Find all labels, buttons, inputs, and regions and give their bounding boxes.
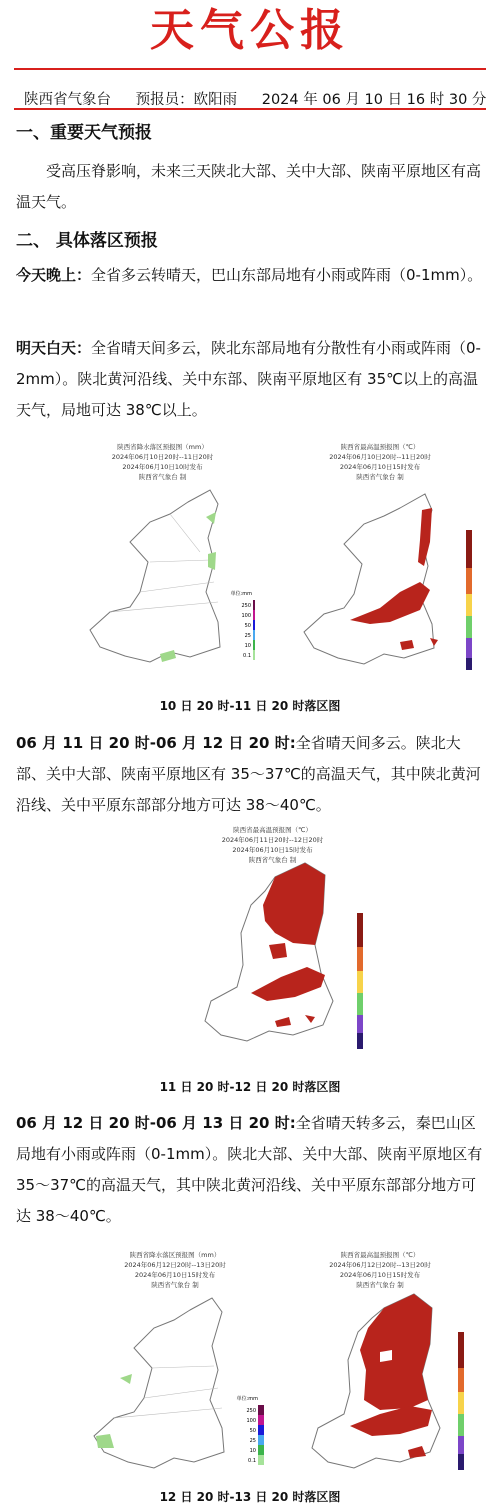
temp-map-graphic: [280, 442, 480, 682]
map-caption-day1: 10 日 20 时-11 日 20 时落区图: [159, 699, 341, 713]
day3-label: 06 月 12 日 20 时-06 月 13 日 20 时:: [16, 1114, 296, 1132]
title-divider: [14, 68, 486, 70]
issue-datetime: 2024 年 06 月 10 日 16 时 30 分: [261, 92, 487, 108]
precip-map-day1: [70, 442, 255, 682]
section1-text: 受高压脊影响，未来三天陕北大部、关中大部、陕南平原地区有高温天气。: [16, 162, 482, 211]
legend-value: 250: [246, 1408, 256, 1414]
section1-heading: 一、重要天气预报: [16, 123, 152, 143]
header-underline: [14, 108, 486, 110]
temp-map-graphic: [280, 1250, 480, 1485]
tomorrow-label: 明天白天：: [16, 339, 92, 357]
legend-value: 0.1: [248, 1458, 256, 1464]
page-title: 天气公报: [150, 5, 350, 56]
issuing-org: 陕西省气象台: [24, 92, 111, 108]
map-caption-day3: 12 日 20 时-13 日 20 时落区图: [159, 1490, 341, 1504]
precip-map-graphic: [70, 442, 255, 682]
map-header: 陕西省降水落区预报图（mm） 2024年06月12日20时--13日20时 2024年06月10日15时发布 陕西省气象台 制: [124, 1251, 226, 1289]
legend-value: 10: [249, 1448, 256, 1454]
tonight-label: 今天晚上：: [16, 266, 92, 284]
svg-text:单位:mm: 单位:mm: [230, 591, 252, 597]
map-caption-day2: 11 日 20 时-12 日 20 时落区图: [159, 1080, 341, 1094]
tomorrow-text: 全省晴天间多云，陕北东部局地有分散性有小雨或阵雨（0-2mm）。陕北黄河沿线、关中东部、陕南平原地区有 35℃以上的高温天气，局地可达 38℃以上。: [16, 339, 481, 419]
legend-value: 10: [244, 643, 251, 649]
temp-legend: [458, 1332, 464, 1470]
day2-text: 全省晴天间多云。陕北大部、关中大部、陕南平原地区有 35～37℃的高温天气，其中陕北黄河沿线、关中平原东部部分地方可达 38～40℃。: [16, 734, 481, 814]
svg-text:单位:mm: 单位:mm: [236, 1396, 258, 1402]
legend-value: 50: [244, 623, 251, 629]
legend-value: 250: [241, 603, 251, 609]
day3-paragraph: [16, 1108, 488, 1232]
day3-text: 全省晴天转多云，秦巴山区局地有小雨或阵雨（0-1mm）。陕北大部、关中大部、陕南平原地区有 35～37℃的高温天气，其中陕北黄河沿线、关中平原东部部分地方可达 38～40℃。: [16, 1114, 483, 1225]
map-header: 陕西省最高温预报图（℃） 2024年06月10日20时--11日20时 2024年06月10日15时发布 陕西省气象台 制: [329, 443, 431, 481]
temp-map-day2: [165, 825, 380, 1065]
section2-heading: 二、 具体落区预报: [16, 231, 158, 251]
temp-legend: [357, 913, 363, 1049]
tomorrow-paragraph: [16, 333, 488, 426]
legend-value: 100: [246, 1418, 256, 1424]
temp-map-day3: [280, 1250, 480, 1485]
tonight-text: 全省多云转晴天，巴山东部局地有小雨或阵雨（0-1mm）。: [91, 266, 483, 284]
legend-value: 50: [249, 1428, 256, 1434]
legend-value: 25: [249, 1438, 256, 1444]
legend-value: 25: [244, 633, 251, 639]
temp-legend: [466, 530, 472, 670]
legend-value: 0.1: [243, 653, 251, 659]
map-header: 陕西省最高温预报图（℃） 2024年06月12日20时--13日20时 2024年06月10日15时发布 陕西省气象台 制: [329, 1251, 431, 1289]
map-header: 陕西省降水落区预报图（mm） 2024年06月10日20时--11日20时 2024年06月10日10时发布 陕西省气象台 制: [111, 443, 214, 481]
temp-map-day1: [280, 442, 480, 682]
day2-paragraph: [16, 728, 488, 821]
precip-legend: [231, 590, 255, 660]
precip-map-day3: [80, 1250, 270, 1485]
legend-value: 100: [241, 613, 251, 619]
report-header: [24, 88, 494, 109]
map-header: 陕西省最高温预报图（℃） 2024年06月11日20时--12日20时 2024年06月10日15时发布 陕西省气象台 制: [221, 826, 324, 864]
tonight-paragraph: [16, 260, 488, 291]
day2-label: 06 月 11 日 20 时-06 月 12 日 20 时:: [16, 734, 296, 752]
precip-map-graphic: [80, 1250, 270, 1485]
forecaster: 预报员：欧阳雨: [135, 92, 238, 108]
temp-map-graphic: [165, 825, 380, 1065]
